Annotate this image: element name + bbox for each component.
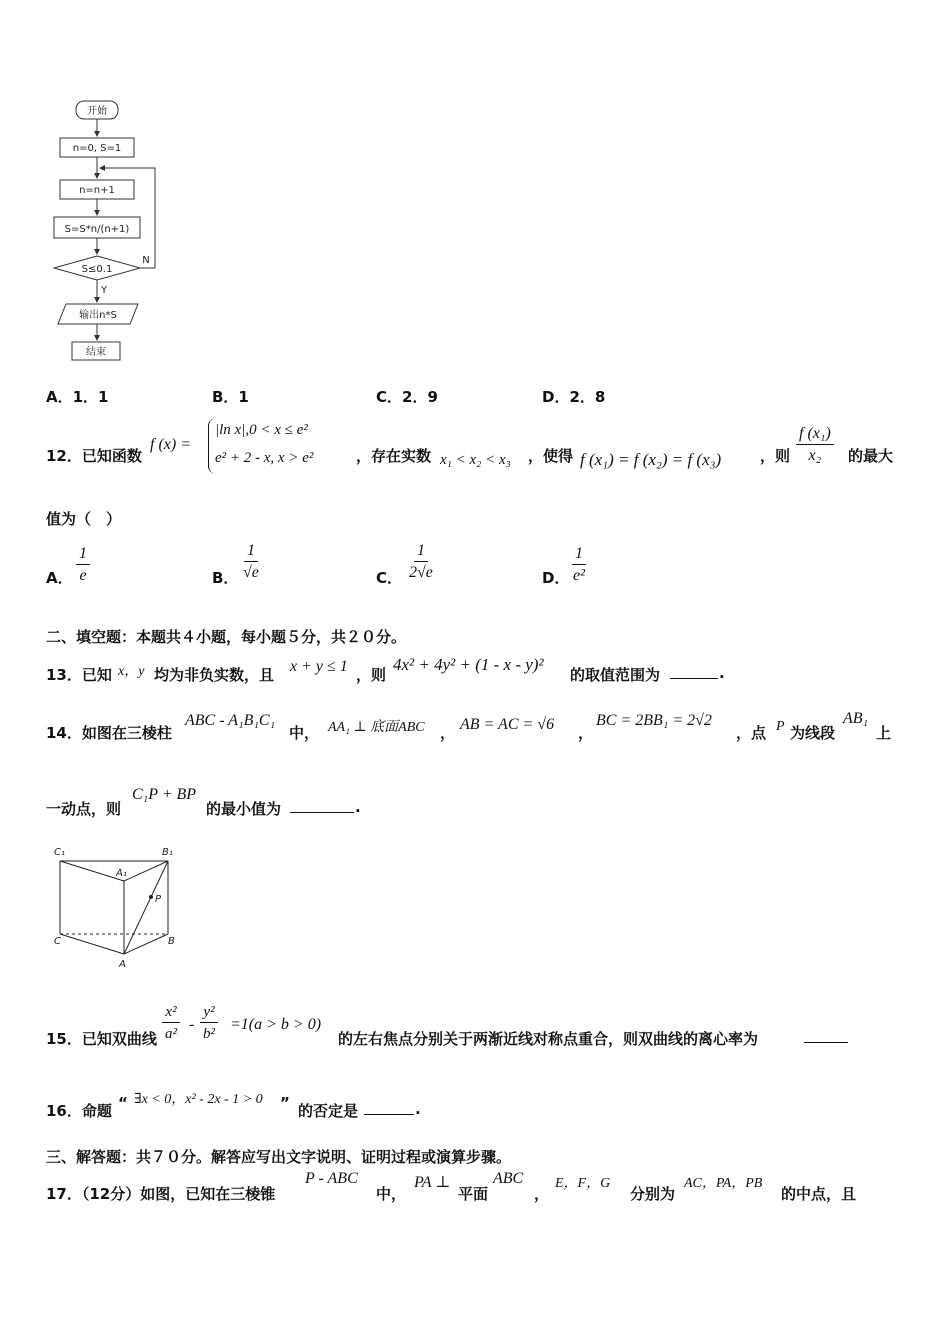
q11-option-d: D．2．8	[542, 388, 606, 406]
q12-option-b-den: √e	[243, 564, 259, 581]
q16-end: .	[415, 1100, 421, 1118]
prism-label-c: C	[54, 936, 61, 947]
q12-option-c-label: C．	[376, 569, 403, 587]
q15-frac1	[162, 1002, 180, 1045]
q12-option-d-den: e²	[573, 567, 585, 584]
q14-mid: 中，	[289, 724, 320, 742]
flow-start-text: 开始	[87, 106, 107, 117]
q13-answer-blank	[670, 664, 718, 679]
q12-option-b-frac	[240, 541, 262, 584]
q13-vars: x，y	[118, 664, 145, 679]
q12-option-c-frac	[406, 541, 436, 584]
q14-line2-tail: 的最小值为	[206, 800, 282, 818]
q12-piece2: e² + 2 - x, x > e²	[215, 450, 314, 466]
q14-line2-lead: 一动点，则	[46, 800, 122, 818]
q14-expr: C₁P + BP	[132, 786, 197, 803]
q17-sep: ，	[534, 1185, 550, 1203]
q12-option-c-den: 2√e	[409, 564, 433, 581]
prism-label-a1: A₁	[116, 868, 127, 879]
q14-lead: 14．如图在三棱柱	[46, 724, 172, 742]
q14-answer-blank	[290, 798, 354, 813]
q14-eq1: AB = AC = √6	[460, 716, 555, 733]
flowchart	[50, 98, 180, 363]
flow-end-text: 结束	[86, 347, 106, 358]
q13-mid2: ，则	[356, 666, 387, 684]
q14-perp: AA₁ ⊥ 底面ABC	[328, 720, 425, 735]
q13-lead: 13．已知	[46, 666, 112, 684]
flow-step1-text: n=n+1	[79, 185, 115, 196]
prism-label-p: P	[155, 894, 162, 905]
flow-cond-text: S≤0.1	[81, 264, 113, 275]
q15-frac1-den: a²	[165, 1026, 177, 1042]
flow-no-label: N	[142, 255, 150, 266]
q13-mid: 均为非负实数，且	[154, 666, 275, 684]
prism-label-b1: B₁	[162, 847, 173, 858]
q16-lead: 16．命题	[46, 1102, 112, 1120]
q16-expr: ∃x < 0，x² - 2x - 1 > 0	[134, 1092, 263, 1107]
prism-label-c1: C₁	[54, 847, 65, 858]
q14-mid2: ，点	[736, 724, 767, 742]
q12-eq: f (x₁) = f (x₂) = f (x₃)	[580, 450, 722, 469]
q12-lead: 12．已知函数	[46, 447, 142, 465]
q15-answer-blank	[804, 1028, 848, 1043]
q17-lead: 17．（12分）如图，已知在三棱锥	[46, 1185, 276, 1203]
q11-option-c: C．2．9	[376, 388, 438, 406]
q14-tail: 上	[876, 724, 892, 742]
q16-answer-blank	[364, 1100, 414, 1115]
q12-option-d-label: D．	[542, 569, 570, 587]
q12-option-b-num: 1	[244, 541, 258, 562]
q16-tail: 的否定是	[298, 1102, 359, 1120]
q15-frac2-num: y²	[200, 1002, 217, 1023]
q12-option-d-num: 1	[572, 544, 586, 565]
prism-figure	[48, 842, 188, 972]
q15-rest: =1(a > b > 0)	[230, 1016, 322, 1033]
q15-lead: 15．已知双曲线	[46, 1030, 157, 1048]
q12-ratio-den: x₂	[808, 447, 822, 464]
q12-option-a-num: 1	[76, 544, 90, 565]
flow-output-text: 输出n*S	[79, 310, 117, 321]
flow-init-text: n=0, S=1	[72, 143, 122, 154]
q12-mid2: ，使得	[528, 447, 574, 465]
q14-end: .	[355, 798, 361, 816]
q15-tail: 的左右焦点分别关于两渐近线对称点重合，则双曲线的离心率为	[338, 1030, 759, 1048]
q14-seg: AB₁	[843, 710, 869, 727]
q13-expr: 4x² + 4y² + (1 - x - y)²	[393, 655, 544, 674]
q12-xs: x₁ < x₂ < x₃	[440, 452, 511, 468]
section3-header: 三、解答题：共７０分。解答应写出文字说明、证明过程或演算步骤。	[46, 1148, 512, 1166]
q12-option-a-label: A．	[46, 569, 73, 587]
q17-mid: 中，	[376, 1185, 407, 1203]
q17-pts: E，F，G	[555, 1176, 611, 1191]
q17-mid2: 分别为	[630, 1185, 676, 1203]
q12-option-d-frac	[570, 544, 588, 587]
q12-ratio-num: f (x₁)	[796, 424, 834, 445]
q12-mid3: ，则	[760, 447, 791, 465]
prism-label-b: B	[168, 936, 175, 947]
q17-abc: ABC	[493, 1170, 524, 1187]
section2-header: 二、填空题：本题共４小题，每小题５分，共２０分。	[46, 628, 407, 646]
q14-mid3: 为线段	[790, 724, 836, 742]
q17-pyr: P - ABC	[305, 1170, 358, 1187]
q16-quote-open: “	[118, 1094, 128, 1112]
q11-option-b: B．1	[212, 388, 249, 406]
q15-frac2-den: b²	[203, 1026, 215, 1042]
q17-segs: AC，PA，PB	[684, 1176, 763, 1191]
q12-tail: 的最大	[848, 447, 894, 465]
q12-line2: 值为（ ）	[46, 510, 122, 528]
q17-perp: PA ⊥	[414, 1174, 451, 1191]
q12-option-b-label: B．	[212, 569, 239, 587]
q12-ratio	[796, 424, 834, 467]
q12-mid1: ，存在实数	[356, 447, 432, 465]
q16-quote-close: ”	[280, 1094, 290, 1112]
q17-tail: 的中点，且	[781, 1185, 857, 1203]
q14-eq2: BC = 2BB₁ = 2√2	[596, 712, 712, 729]
q13-tail: 的取值范围为	[570, 666, 661, 684]
q12-piece1: |ln x|,0 < x ≤ e²	[215, 422, 308, 438]
q14-sep2: ，	[578, 724, 594, 742]
flow-yes-label: Y	[100, 285, 108, 296]
q14-p: P	[776, 719, 785, 734]
flow-step2-text: S=S*n/(n+1)	[64, 224, 130, 235]
q14-sep: ，	[440, 724, 456, 742]
q11-option-a: A．1．1	[46, 388, 109, 406]
q15-frac1-num: x²	[162, 1002, 179, 1023]
q13-end: .	[719, 664, 725, 682]
q17-plane: 平面	[458, 1185, 489, 1203]
q12-option-a-frac	[76, 544, 90, 587]
prism-label-a: A	[119, 959, 126, 970]
q12-option-c-num: 1	[414, 541, 428, 562]
q15-frac2	[200, 1002, 218, 1045]
q15-minus: -	[189, 1016, 195, 1033]
q13-cond: x + y ≤ 1	[290, 658, 348, 675]
q12-fx: f (x) =	[150, 436, 191, 453]
q12-option-a-den: e	[79, 567, 87, 584]
q14-prism: ABC - A₁B₁C₁	[185, 712, 276, 729]
